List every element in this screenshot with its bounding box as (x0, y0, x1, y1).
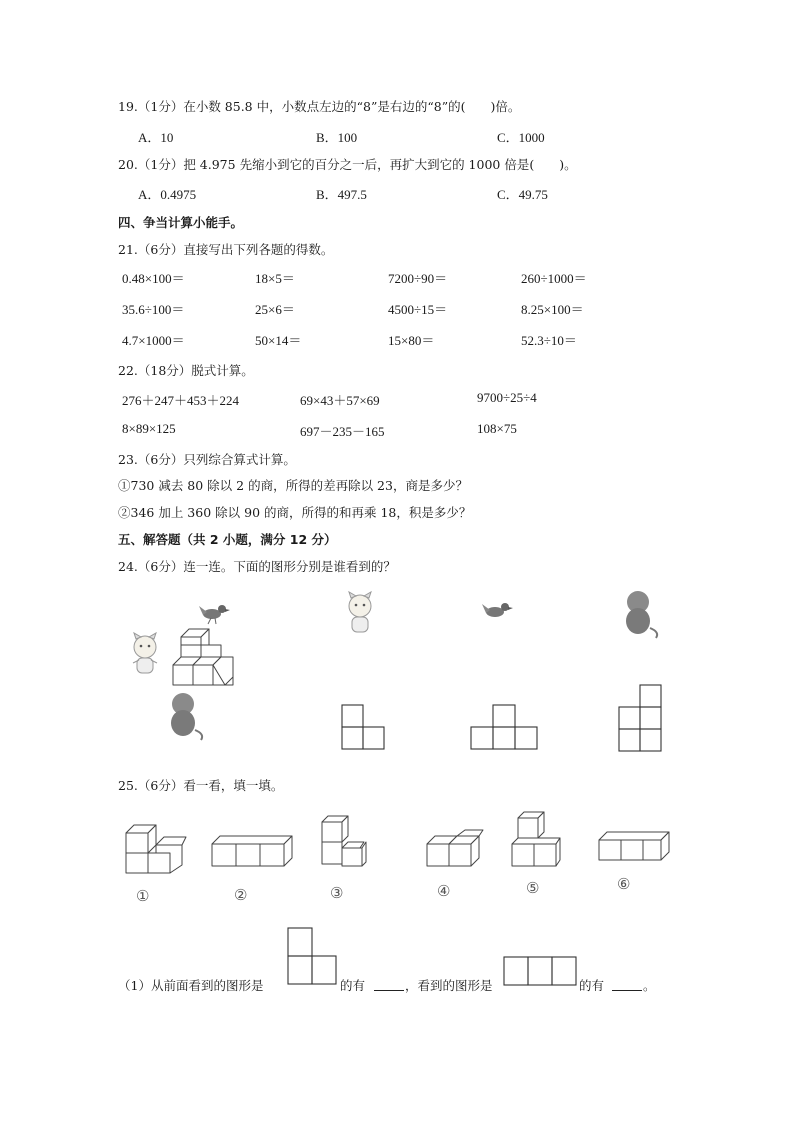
q22-cell: 697－235－165 (300, 424, 385, 439)
q25-figure-3 (318, 810, 373, 880)
section5-title: 五、解答题（共 2 小题，满分 12 分） (118, 532, 337, 547)
q25-stem: 25.（6分）看一看，填一填。 (118, 778, 284, 793)
q25-label-5: ⑤ (526, 879, 540, 897)
q24-stem: 24.（6分）连一连。下面的图形分别是谁看到的？ (118, 559, 396, 574)
q21-cell: 4.7×1000＝ (122, 333, 185, 348)
monkey-icon (620, 588, 660, 640)
view-shape-c (617, 683, 669, 755)
q25-sub1-part-e: 。 (643, 978, 656, 993)
q25-sub1-part-c: ，看到的图形是 (405, 978, 493, 993)
q25-label-6: ⑥ (617, 875, 631, 893)
view-shape-a (340, 703, 390, 753)
q21-cell: 4500÷15＝ (388, 302, 448, 317)
q21-cell: 52.3÷10＝ (521, 333, 577, 348)
q21-cell: 8.25×100＝ (521, 302, 584, 317)
q21-cell: 260÷1000＝ (521, 271, 587, 286)
cat-icon (125, 633, 165, 681)
q23-item-1: ①730 减去 80 除以 2 的商，所得的差再除以 23，商是多少？ (118, 478, 468, 493)
q25-figure-4 (425, 828, 500, 878)
q21-cell: 50×14＝ (255, 333, 302, 348)
q19-option-c: C．1000 (497, 130, 545, 145)
q25-label-2: ② (234, 886, 248, 904)
q25-sub1-blank-1[interactable] (374, 976, 404, 991)
q25-figure-2 (210, 832, 295, 877)
q21-cell: 35.6÷100＝ (122, 302, 185, 317)
q20-option-b: B．497.5 (316, 187, 367, 202)
q21-cell: 15×80＝ (388, 333, 435, 348)
q19-option-a: A．10 (138, 130, 174, 145)
q22-cell: 9700÷25÷4 (477, 390, 537, 405)
q22-cell: 276＋247＋453＋224 (122, 393, 240, 408)
q25-label-1: ① (136, 887, 150, 905)
q21-cell: 0.48×100＝ (122, 271, 185, 286)
q25-sub1-blank-2[interactable] (612, 976, 642, 991)
bird-icon (480, 598, 514, 626)
q25-sub1-part-b: 的有 (340, 978, 366, 993)
q21-cell: 7200÷90＝ (388, 271, 448, 286)
q21-cell: 25×6＝ (255, 302, 295, 317)
q22-cell: 8×89×125 (122, 421, 176, 436)
q19-option-b: B．100 (316, 130, 358, 145)
q20-option-a: A．0.4975 (138, 187, 197, 202)
q23-stem: 23.（6分）只列综合算式计算。 (118, 452, 296, 467)
cat-icon (340, 592, 380, 640)
section4-title: 四、争当计算小能手。 (118, 215, 244, 230)
q25-sub1-part-d: 的有 (579, 978, 605, 993)
q25-sub1-shape-l (286, 926, 338, 992)
view-shape-b (469, 703, 544, 755)
q19-stem: 19.（1分）在小数 85.8 中，小数点左边的“8”是右边的“8”的( )倍。 (118, 99, 521, 114)
q22-stem: 22.（18分）脱式计算。 (118, 363, 254, 378)
q23-item-2: ②346 加上 360 除以 90 的商，所得的和再乘 18，积是多少？ (118, 505, 472, 520)
q25-sub1-shape-row (502, 955, 578, 989)
q22-cell: 69×43＋57×69 (300, 393, 380, 408)
q20-option-c: C．49.75 (497, 187, 548, 202)
q25-figure-5 (508, 806, 568, 876)
q21-cell: 18×5＝ (255, 271, 295, 286)
q25-figure-6 (595, 826, 670, 871)
monkey-icon (165, 690, 205, 742)
q21-stem: 21.（6分）直接写出下列各题的得数。 (118, 242, 334, 257)
bird-icon (197, 600, 231, 628)
q25-figure-1 (122, 815, 192, 875)
q25-sub1-part-a: （1）从前面看到的图形是 (118, 978, 264, 993)
q22-cell: 108×75 (477, 421, 517, 436)
q20-stem: 20.（1分）把 4.975 先缩小到它的百分之一后，再扩大到它的 1000 倍是( )。 (118, 157, 577, 172)
q25-label-3: ③ (330, 884, 344, 902)
q25-label-4: ④ (437, 882, 451, 900)
